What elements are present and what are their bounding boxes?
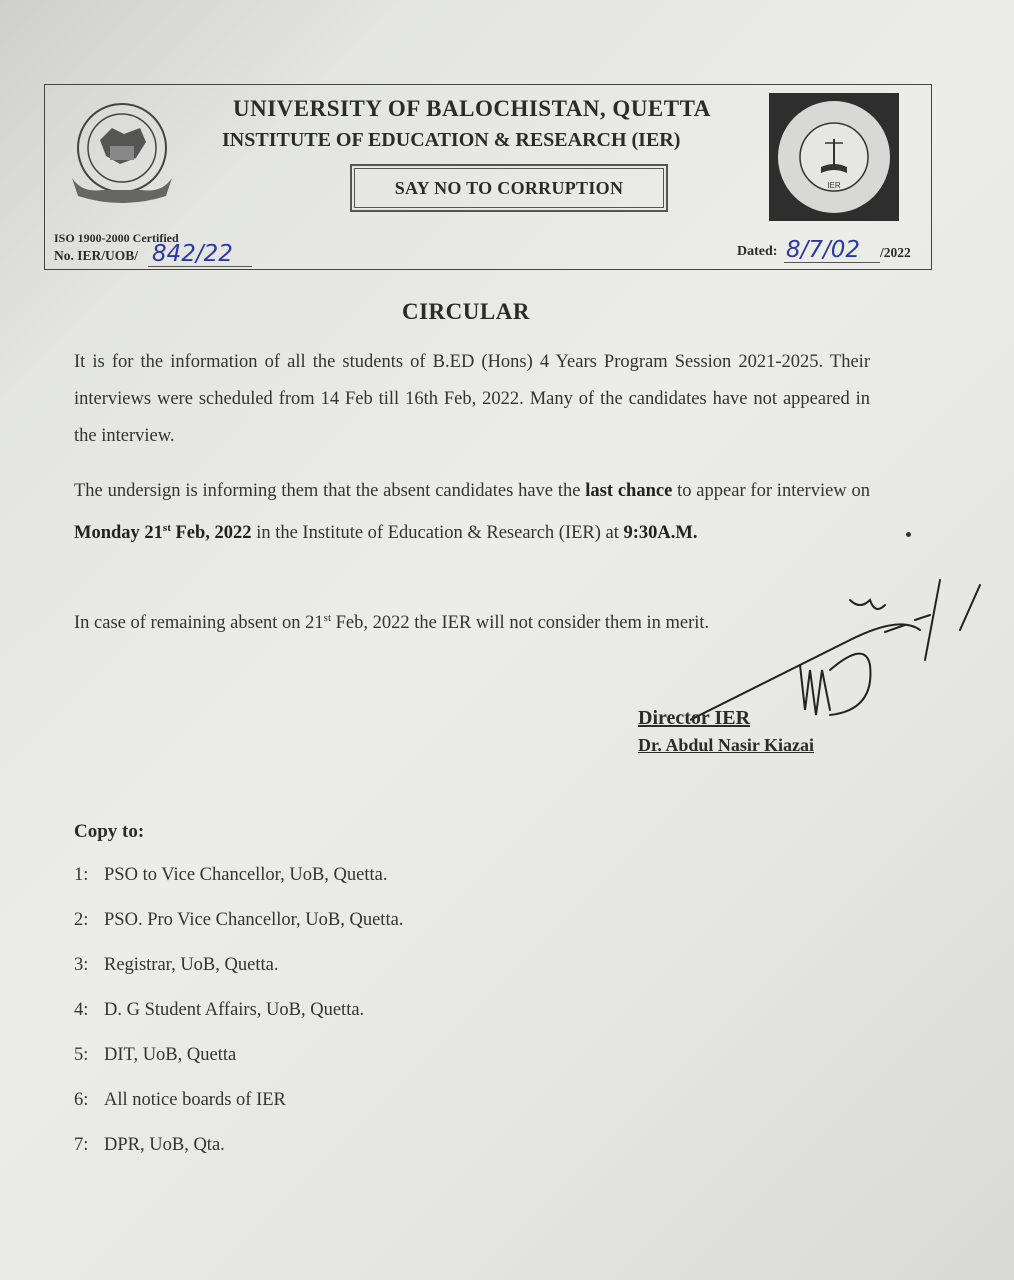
signatory-name: Dr. Abdul Nasir Kiazai — [638, 735, 815, 755]
reference-label: No. IER/UOB/ — [54, 248, 139, 263]
slogan-box — [350, 164, 668, 212]
copy-to-list — [74, 865, 403, 1180]
dated-year: /2022 — [880, 245, 911, 260]
institute-name: INSTITUTE OF EDUCATION & RESEARCH (IER) — [222, 129, 681, 151]
circular-title: CIRCULAR — [402, 299, 530, 324]
list-item: 5: DIT, UoB, Quetta — [74, 1045, 237, 1065]
list-item: 2: PSO. Pro Vice Chancellor, UoB, Quetta. — [74, 910, 404, 930]
list-item: 6: All notice boards of IER — [74, 1090, 286, 1110]
paragraph-1: It is for the information of all the students of B.ED (Hons) 4 Years Program Session 2021-2025. Their interviews were scheduled from 14 Feb till 16th Feb, 2022. Many of the candidates have not appeared in the interview. — [74, 352, 870, 446]
dated-handwritten: 8/7/02 — [786, 237, 861, 263]
reference-underline — [148, 266, 252, 267]
dated-label: Dated: — [737, 244, 778, 259]
paragraph-2: The undersign is informing them that the absent candidates have the last chance to appear for interview on Monday 21st Feb, 2022 in the Institute of Education & Research (IER) at 9:30A.M. — [74, 481, 870, 544]
university-seal-icon — [62, 98, 182, 216]
slogan-text: SAY NO TO CORRUPTION — [354, 168, 664, 208]
list-item: 1: PSO to Vice Chancellor, UoB, Quetta. — [74, 865, 388, 885]
list-item: 4: D. G Student Affairs, UoB, Quetta. — [74, 1000, 365, 1020]
copy-to-heading: Copy to: — [74, 821, 145, 842]
list-item: 3: Registrar, UoB, Quetta. — [74, 955, 279, 975]
svg-text:IER: IER — [827, 181, 841, 190]
paragraph-3: In case of remaining absent on 21st Feb, 2022 the IER will not consider them in merit. — [74, 612, 710, 634]
date-underline — [784, 262, 880, 263]
university-name: UNIVERSITY OF BALOCHISTAN, QUETTA — [233, 96, 711, 121]
institute-seal-icon — [769, 93, 899, 221]
signatory-role: Director IER — [638, 707, 751, 729]
list-item: 7: DPR, UoB, Qta. — [74, 1135, 225, 1155]
iso-certification: ISO 1900-2000 Certified — [54, 231, 179, 245]
ink-dot — [906, 532, 911, 537]
reference-number: 842/22 — [152, 241, 233, 267]
